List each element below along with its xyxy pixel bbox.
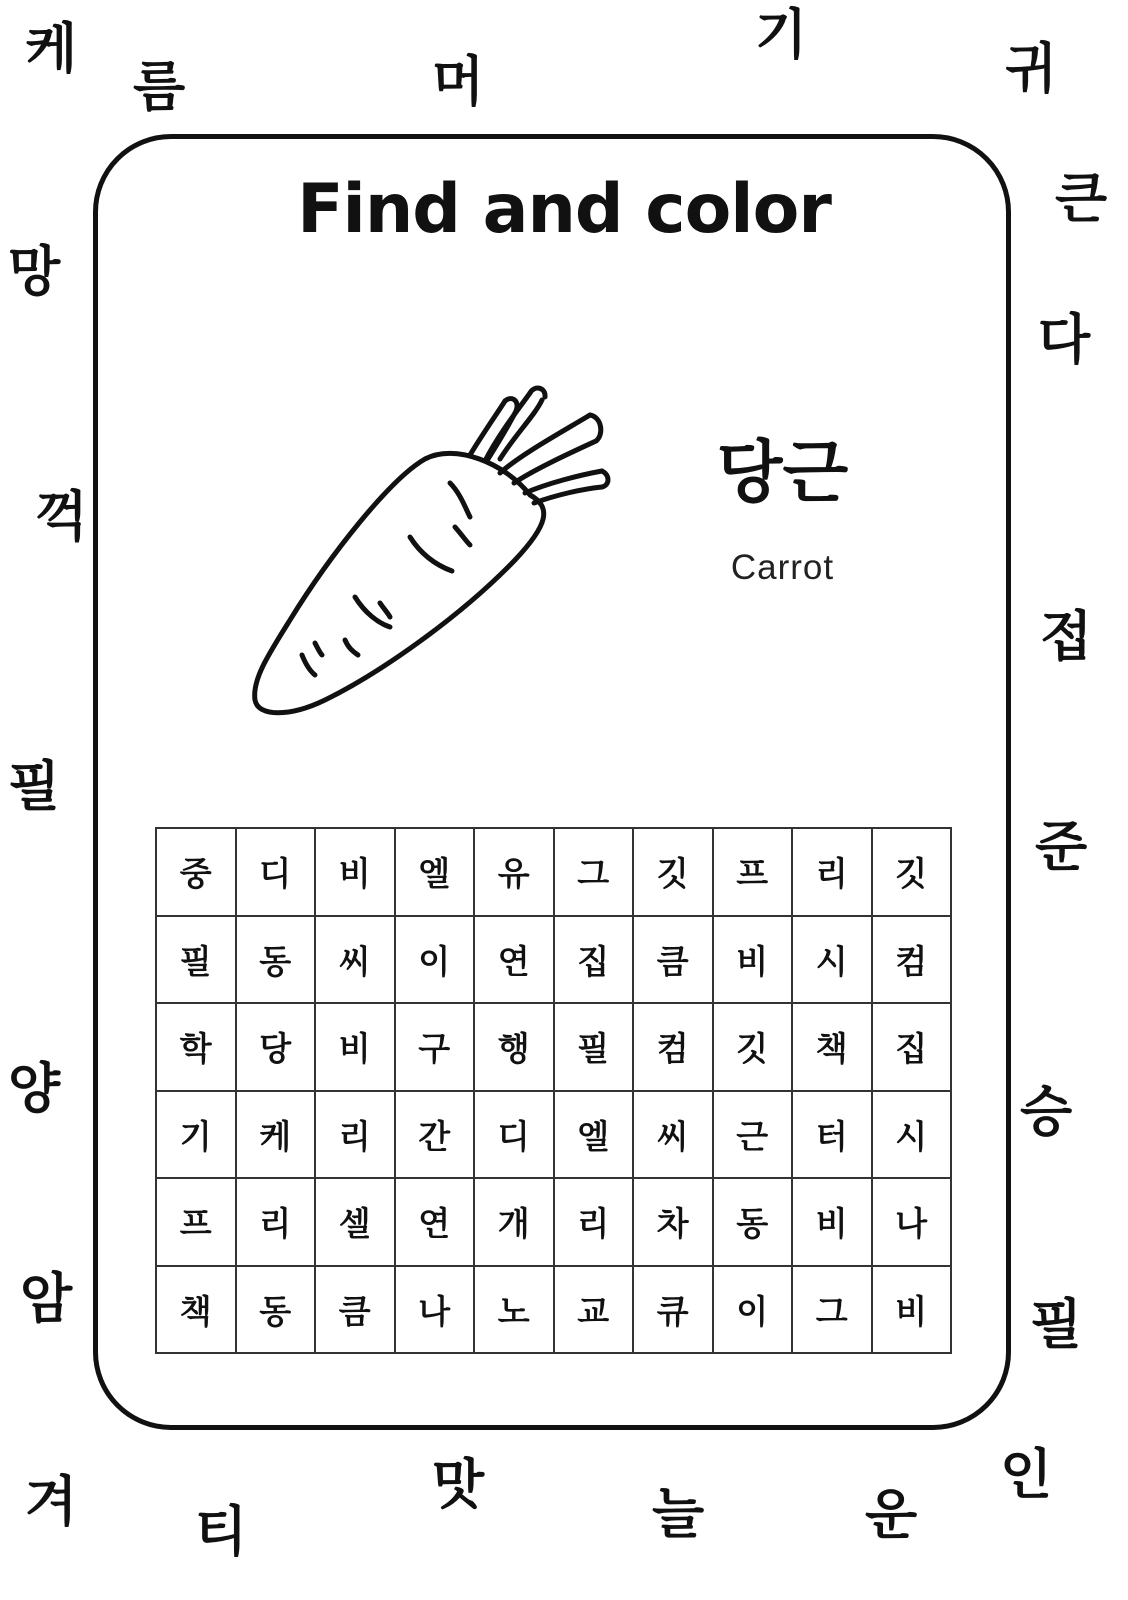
grid-cell[interactable]: 책 [156,1266,236,1354]
grid-cell[interactable]: 리 [315,1091,395,1179]
grid-cell[interactable]: 집 [554,916,634,1004]
grid-cell[interactable]: 프 [713,828,793,916]
grid-cell[interactable]: 나 [395,1266,475,1354]
grid-cell[interactable]: 학 [156,1003,236,1091]
grid-cell[interactable]: 집 [872,1003,952,1091]
korean-word: 당근 [716,434,849,513]
letter-grid [155,827,952,1354]
decorative-letter: 필 [8,755,61,818]
grid-cell[interactable]: 시 [792,916,872,1004]
decorative-letter: 늘 [652,1482,705,1545]
grid-cell[interactable]: 이 [395,916,475,1004]
grid-cell[interactable]: 비 [713,916,793,1004]
grid-cell[interactable]: 셀 [315,1178,395,1266]
decorative-letter: 망 [8,240,61,303]
grid-cell[interactable]: 중 [156,828,236,916]
decorative-letter: 꺽 [35,485,88,548]
grid-cell[interactable]: 케 [236,1091,316,1179]
grid-cell[interactable]: 리 [236,1178,316,1266]
grid-cell[interactable]: 동 [236,1266,316,1354]
grid-cell[interactable]: 디 [236,828,316,916]
decorative-letter: 맛 [432,1453,485,1516]
grid-row [156,1266,951,1354]
grid-cell[interactable]: 컴 [633,1003,713,1091]
decorative-letter: 머 [432,50,485,113]
grid-cell[interactable]: 구 [395,1003,475,1091]
grid-cell[interactable]: 필 [554,1003,634,1091]
decorative-letter: 겨 [25,1470,78,1533]
decorative-letter: 귀 [1005,37,1058,100]
grid-cell[interactable]: 비 [315,828,395,916]
grid-cell[interactable]: 교 [554,1266,634,1354]
grid-cell[interactable]: 깃 [633,828,713,916]
grid-cell[interactable]: 동 [713,1178,793,1266]
grid-cell[interactable]: 기 [156,1091,236,1179]
grid-cell[interactable]: 깃 [713,1003,793,1091]
grid-cell[interactable]: 큼 [633,916,713,1004]
decorative-letter: 승 [1020,1080,1073,1143]
grid-cell[interactable]: 간 [395,1091,475,1179]
grid-cell[interactable]: 큼 [315,1266,395,1354]
grid-cell[interactable]: 터 [792,1091,872,1179]
decorative-letter: 접 [1040,605,1093,668]
grid-cell[interactable]: 깃 [872,828,952,916]
grid-cell[interactable]: 비 [872,1266,952,1354]
grid-cell[interactable]: 책 [792,1003,872,1091]
grid-row [156,916,951,1004]
decorative-letter: 준 [1035,815,1088,878]
grid-cell[interactable]: 필 [156,916,236,1004]
grid-cell[interactable]: 씨 [315,916,395,1004]
decorative-letter: 필 [1030,1293,1083,1356]
grid-cell[interactable]: 리 [554,1178,634,1266]
grid-cell[interactable]: 프 [156,1178,236,1266]
grid-cell[interactable]: 개 [474,1178,554,1266]
grid-cell[interactable]: 연 [395,1178,475,1266]
grid-cell[interactable]: 디 [474,1091,554,1179]
grid-cell[interactable]: 차 [633,1178,713,1266]
grid-cell[interactable]: 그 [792,1266,872,1354]
grid-row [156,1178,951,1266]
page-title: Find and color [297,170,831,249]
decorative-letter: 양 [8,1057,61,1120]
decorative-letter: 케 [25,17,78,80]
grid-cell[interactable]: 시 [872,1091,952,1179]
grid-cell[interactable]: 비 [315,1003,395,1091]
grid-cell[interactable]: 비 [792,1178,872,1266]
decorative-letter: 운 [865,1483,918,1546]
grid-cell[interactable]: 동 [236,916,316,1004]
grid-cell[interactable]: 유 [474,828,554,916]
decorative-letter: 기 [755,3,808,66]
grid-cell[interactable]: 씨 [633,1091,713,1179]
grid-cell[interactable]: 큐 [633,1266,713,1354]
grid-row [156,1091,951,1179]
grid-cell[interactable]: 리 [792,828,872,916]
grid-cell[interactable]: 연 [474,916,554,1004]
grid-cell[interactable]: 컴 [872,916,952,1004]
grid-cell[interactable]: 엘 [554,1091,634,1179]
carrot-icon [230,355,630,745]
english-word: Carrot [730,548,835,587]
grid-cell[interactable]: 이 [713,1266,793,1354]
grid-row [156,828,951,916]
grid-cell[interactable]: 그 [554,828,634,916]
decorative-letter: 큰 [1055,167,1108,230]
grid-cell[interactable]: 나 [872,1178,952,1266]
grid-cell[interactable]: 근 [713,1091,793,1179]
decorative-letter: 암 [20,1267,73,1330]
grid-cell[interactable]: 행 [474,1003,554,1091]
grid-cell[interactable]: 노 [474,1266,554,1354]
decorative-letter: 다 [1038,308,1091,371]
grid-row [156,1003,951,1091]
decorative-letter: 름 [133,55,186,118]
grid-cell[interactable]: 당 [236,1003,316,1091]
decorative-letter: 티 [195,1500,248,1563]
decorative-letter: 인 [1000,1443,1053,1506]
grid-cell[interactable]: 엘 [395,828,475,916]
